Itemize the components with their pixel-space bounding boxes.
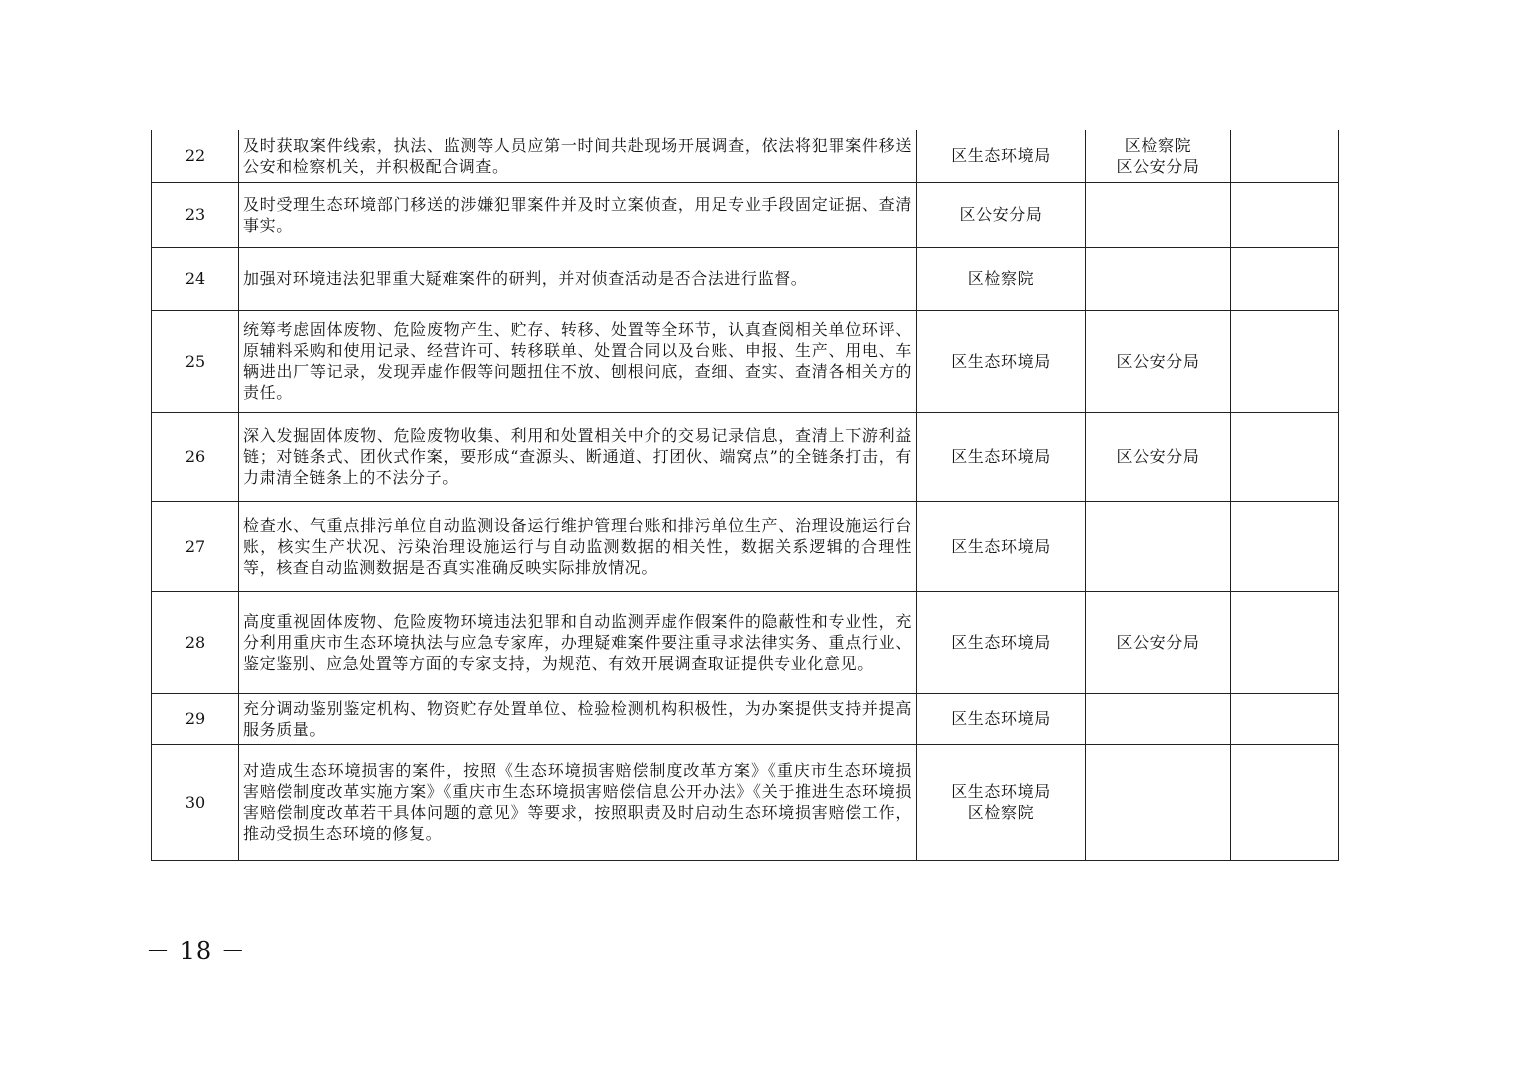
lead-unit — [917, 591, 1086, 693]
table-row — [152, 412, 1339, 501]
lead-unit-name: 区检察院 — [967, 803, 1035, 822]
lead-unit-name: 区生态环境局 — [951, 447, 1051, 466]
row-number: 25 — [152, 310, 239, 412]
row-number: 28 — [152, 591, 239, 693]
lead-unit — [917, 182, 1086, 247]
row-number: 26 — [152, 412, 239, 501]
assist-unit — [1086, 310, 1231, 412]
row-number: 30 — [152, 744, 239, 860]
task-content: 统筹考虑固体废物、危险废物产生、贮存、转移、处置等全环节，认真查阅相关单位环评、原辅料采购和使用记录、经营许可、转移联单、处置合同以及台账、申报、生产、用电、车辆进出厂等记录，发现弄虚作假等问题扭住不放、刨根问底，查细、查实、查清各相关方的责任。 — [239, 310, 917, 412]
note-cell — [1231, 744, 1339, 860]
lead-unit — [917, 247, 1086, 310]
table-row — [152, 744, 1339, 860]
lead-unit-name: 区生态环境局 — [951, 782, 1051, 801]
note-cell — [1231, 501, 1339, 591]
table-row — [152, 693, 1339, 744]
note-cell — [1231, 310, 1339, 412]
task-content: 对造成生态环境损害的案件，按照《生态环境损害赔偿制度改革方案》《重庆市生态环境损害赔偿制度改革实施方案》《重庆市生态环境损害赔偿信息公开办法》《关于推进生态环境损害赔偿制度改革若干具体问题的意见》等要求，按照职责及时启动生态环境损害赔偿工作，推动受损生态环境的修复。 — [239, 744, 917, 860]
lead-unit-name: 区生态环境局 — [951, 632, 1051, 652]
row-number: 24 — [152, 247, 239, 310]
lead-unit-name: 区生态环境局 — [951, 146, 1051, 166]
assist-unit-name: 区公安分局 — [1116, 447, 1200, 466]
task-content: 及时受理生态环境部门移送的涉嫌犯罪案件并及时立案侦查，用足专业手段固定证据、查清事实。 — [239, 182, 917, 247]
table-row — [152, 310, 1339, 412]
table-row — [152, 130, 1339, 182]
table-row — [152, 501, 1339, 591]
row-number: 23 — [152, 182, 239, 247]
assist-unit — [1086, 182, 1231, 247]
assist-unit-name: 区公安分局 — [1116, 632, 1200, 652]
assist-unit — [1086, 501, 1231, 591]
assist-unit-name: 区公安分局 — [1116, 156, 1200, 176]
task-content: 深入发掘固体废物、危险废物收集、利用和处置相关中介的交易记录信息，查清上下游利益链；对链条式、团伙式作案，要形成“查源头、断通道、打团伙、端窝点”的全链条打击，有力肃清全链条上的不法分子。 — [239, 412, 917, 501]
lead-unit-name: 区检察院 — [967, 269, 1035, 288]
assist-unit — [1086, 744, 1231, 860]
note-cell — [1231, 182, 1339, 247]
lead-unit — [917, 744, 1086, 860]
task-content: 高度重视固体废物、危险废物环境违法犯罪和自动监测弄虚作假案件的隐蔽性和专业性，充分利用重庆市生态环境执法与应急专家库，办理疑难案件要注重寻求法律实务、重点行业、鉴定鉴别、应急处置等方面的专家支持，为规范、有效开展调查取证提供专业化意见。 — [239, 591, 917, 693]
note-cell — [1231, 591, 1339, 693]
assist-unit — [1086, 591, 1231, 693]
assist-unit — [1086, 247, 1231, 310]
lead-unit — [917, 310, 1086, 412]
row-number: 22 — [152, 130, 239, 182]
lead-unit-name: 区公安分局 — [959, 205, 1043, 224]
lead-unit — [917, 693, 1086, 744]
assist-unit — [1086, 693, 1231, 744]
task-content: 检查水、气重点排污单位自动监测设备运行维护管理台账和排污单位生产、治理设施运行台账，核实生产状况、污染治理设施运行与自动监测数据的相关性，数据关系逻辑的合理性等，核查自动监测数据是否真实准确反映实际排放情况。 — [239, 501, 917, 591]
table-row — [152, 591, 1339, 693]
task-table — [151, 130, 1339, 861]
lead-unit-name: 区生态环境局 — [951, 536, 1051, 556]
lead-unit — [917, 501, 1086, 591]
assist-unit — [1086, 412, 1231, 501]
assist-unit-name: 区公安分局 — [1116, 351, 1200, 371]
assist-unit — [1086, 130, 1231, 182]
row-number: 29 — [152, 693, 239, 744]
task-content: 及时获取案件线索，执法、监测等人员应第一时间共赴现场开展调查，依法将犯罪案件移送公安和检察机关，并积极配合调查。 — [239, 130, 917, 182]
lead-unit — [917, 412, 1086, 501]
table-row — [152, 182, 1339, 247]
page-number: － 18 － — [146, 937, 246, 965]
note-cell — [1231, 693, 1339, 744]
task-content: 充分调动鉴别鉴定机构、物资贮存处置单位、检验检测机构积极性，为办案提供支持并提高服务质量。 — [239, 693, 917, 744]
lead-unit-name: 区生态环境局 — [951, 351, 1051, 371]
lead-unit — [917, 130, 1086, 182]
note-cell — [1231, 412, 1339, 501]
row-number: 27 — [152, 501, 239, 591]
note-cell — [1231, 130, 1339, 182]
assist-unit-name: 区检察院 — [1124, 135, 1192, 155]
note-cell — [1231, 247, 1339, 310]
task-content: 加强对环境违法犯罪重大疑难案件的研判，并对侦查活动是否合法进行监督。 — [239, 247, 917, 310]
lead-unit-name: 区生态环境局 — [951, 709, 1051, 728]
table-row — [152, 247, 1339, 310]
